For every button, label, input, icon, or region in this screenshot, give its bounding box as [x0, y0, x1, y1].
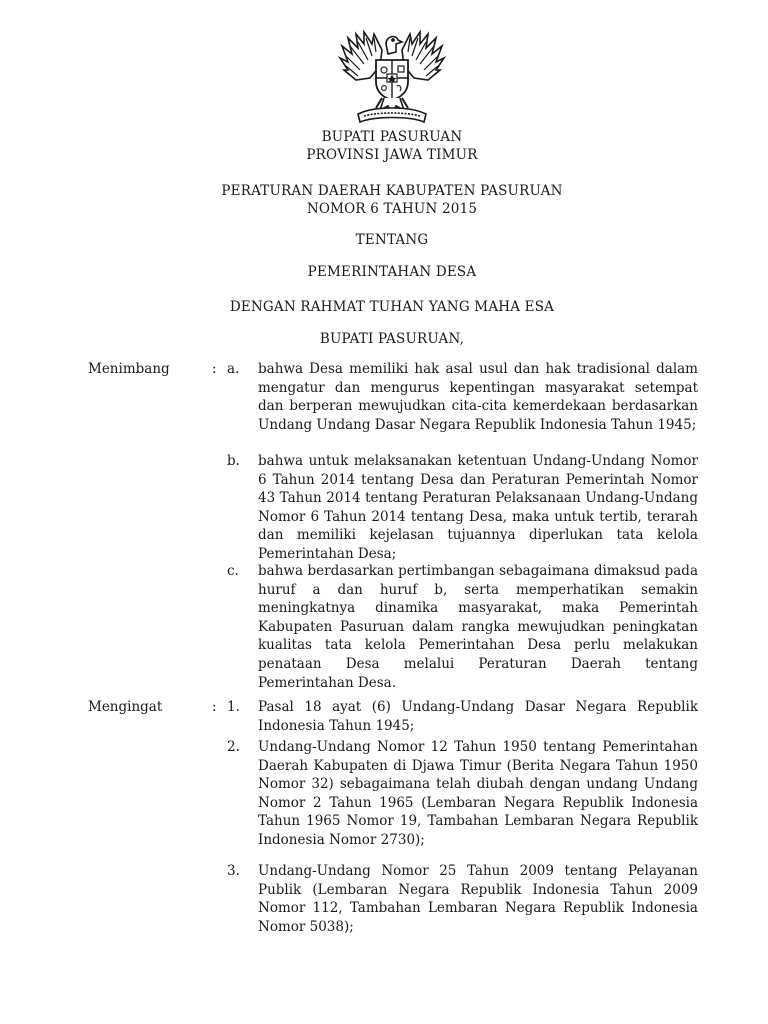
mengingat-colon: :: [212, 699, 217, 715]
item-marker: 3.: [227, 863, 240, 879]
province-line: PROVINSI JAWA TIMUR: [306, 147, 478, 163]
item-text: bahwa untuk melaksanakan ketentuan Undang-Undang Nomor 6 Tahun 2014 tentang Desa dan Peraturan Pemerintah Nomor 43 Tahun 2014 tentang Peraturan Pelaksanaan Undang-Undang Nomor 6 Tahun 2014 tentang Desa, maka untuk tertib, terarah dan memiliki kejelasan tujuannya diperlukan tata kelola Pemerintahan Desa;: [258, 453, 698, 562]
garuda-emblem-icon: [334, 30, 450, 130]
invocation-line: DENGAN RAHMAT TUHAN YANG MAHA ESA: [229, 299, 555, 315]
item-marker: c.: [227, 563, 239, 579]
regulation-number: NOMOR 6 TAHUN 2015: [306, 201, 478, 217]
item-text: Undang-Undang Nomor 12 Tahun 1950 tentang Pemerintahan Daerah Kabupaten di Djawa Timur (Berita Negara Tahun 1950 Nomor 32) sebagaimana telah diubah dengan undang Undang Nomor 2 Tahun 1965 (Lembaran Negara Republik Indonesia Tahun 1965 Nomor 19, Tambahan Lembaran Negara Republik Indonesia Nomor 2730);: [258, 739, 698, 848]
item-text: Pasal 18 ayat (6) Undang-Undang Dasar Negara Republik Indonesia Tahun 1945;: [258, 699, 698, 734]
issuer-line: BUPATI PASURUAN: [321, 129, 463, 145]
mengingat-label: Mengingat: [88, 699, 163, 715]
menimbang-colon: :: [212, 361, 217, 377]
regulation-subject: PEMERINTAHAN DESA: [307, 264, 477, 280]
item-marker: 2.: [227, 739, 240, 755]
regulation-title: PERATURAN DAERAH KABUPATEN PASURUAN: [221, 183, 563, 199]
item-marker: b.: [227, 453, 240, 469]
item-text: bahwa berdasarkan pertimbangan sebagaimana dimaksud pada huruf a dan huruf b, serta memperhatikan semakin meningkatnya dinamika masyarakat, maka Pemerintah Kabupaten Pasuruan dalam rangka mewujudkan peningkatan kualitas tata kelola Pemerintahan Desa perlu melakukan penataan Desa melalui Peraturan Daerah tentang Pemerintahan Desa.: [258, 563, 698, 691]
item-text: Undang-Undang Nomor 25 Tahun 2009 tentang Pelayanan Publik (Lembaran Negara Republik Indonesia Tahun 2009 Nomor 112, Tambahan Lembaran Negara Republik Indonesia Nomor 5038);: [258, 863, 698, 935]
official-title: BUPATI PASURUAN,: [319, 331, 465, 347]
menimbang-label: Menimbang: [88, 361, 170, 377]
item-marker: a.: [227, 361, 240, 377]
item-text: bahwa Desa memiliki hak asal usul dan hak tradisional dalam mengatur dan mengurus kepentingan masyarakat setempat dan berperan mewujudkan cita-cita kemerdekaan berdasarkan Undang Undang Dasar Negara Republik Indonesia Tahun 1945;: [258, 361, 698, 433]
tentang-heading: TENTANG: [355, 232, 429, 248]
item-marker: 1.: [227, 699, 240, 715]
